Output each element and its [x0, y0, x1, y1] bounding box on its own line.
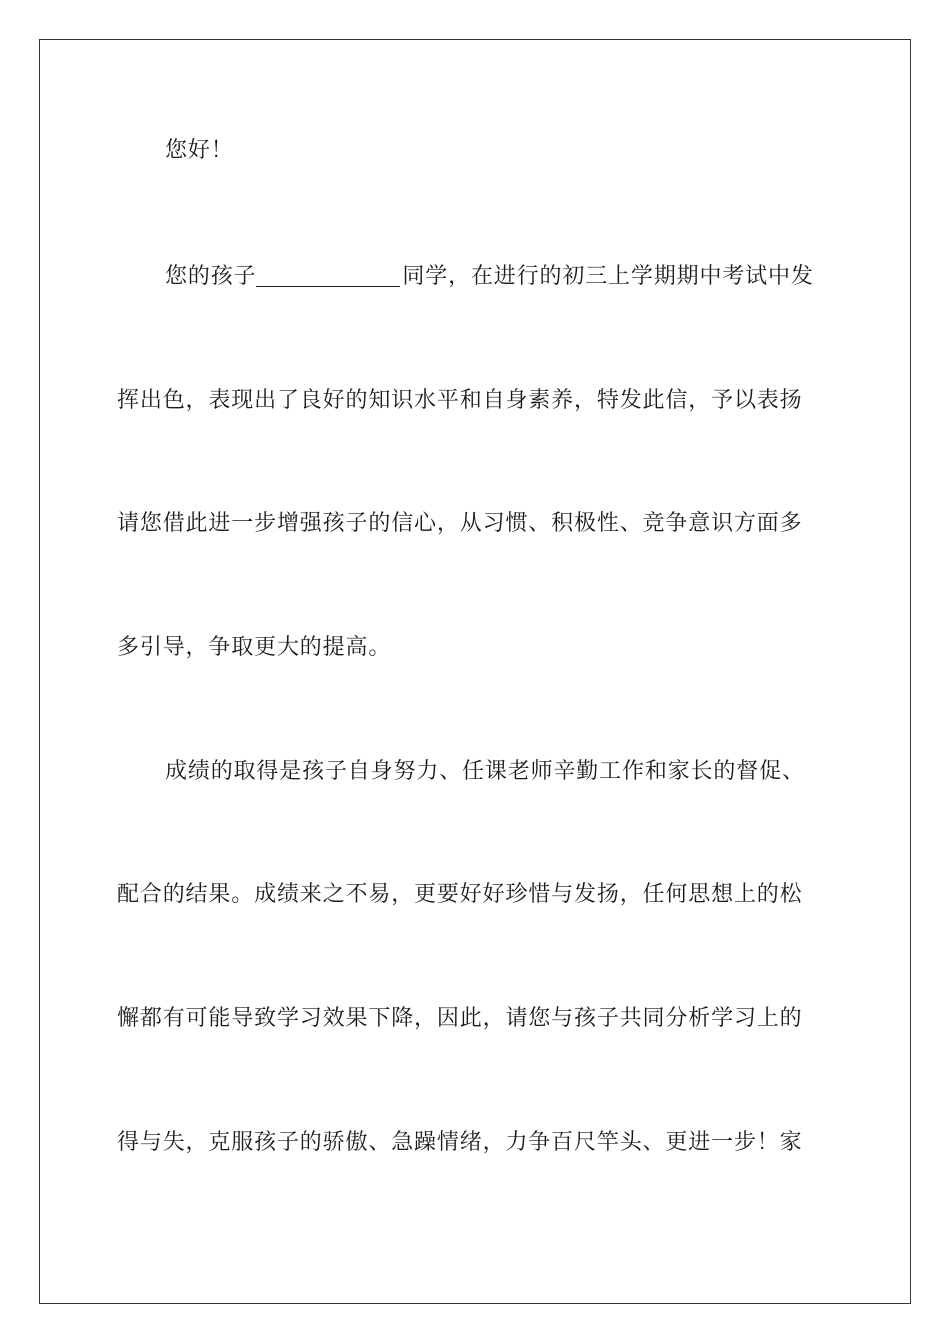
paragraph-2-line-2: 配合的结果。成绩来之不易，更要好好珍惜与发扬，任何思想上的松 [117, 882, 803, 907]
paragraph-1-first-line [165, 262, 833, 292]
paragraph-1-line-3: 请您借此进一步增强孩子的信心，从习惯、积极性、竞争意识方面多 [117, 511, 803, 536]
paragraph-2-first-line: 成绩的取得是孩子自身努力、任课老师辛勤工作和家长的督促、 [165, 759, 805, 784]
greeting: 您好！ [165, 138, 234, 163]
paragraph-1-line-2: 挥出色，表现出了良好的知识水平和自身素养，特发此信，予以表扬 [117, 388, 803, 413]
text-after-blank: 同学，在进行的初三上学期期中考试中发 [402, 264, 814, 289]
paragraph-1-line-4: 多引导，争取更大的提高。 [117, 635, 392, 660]
paragraph-2-line-3: 懈都有可能导致学习效果下降，因此，请您与孩子共同分析学习上的 [117, 1006, 803, 1031]
text-before-blank: 您的孩子 [165, 264, 257, 289]
paragraph-2-line-4: 得与失，克服孩子的骄傲、急躁情绪，力争百尺竿头、更进一步！家 [117, 1130, 803, 1155]
page-border [39, 39, 911, 1304]
student-name-blank [256, 264, 400, 287]
